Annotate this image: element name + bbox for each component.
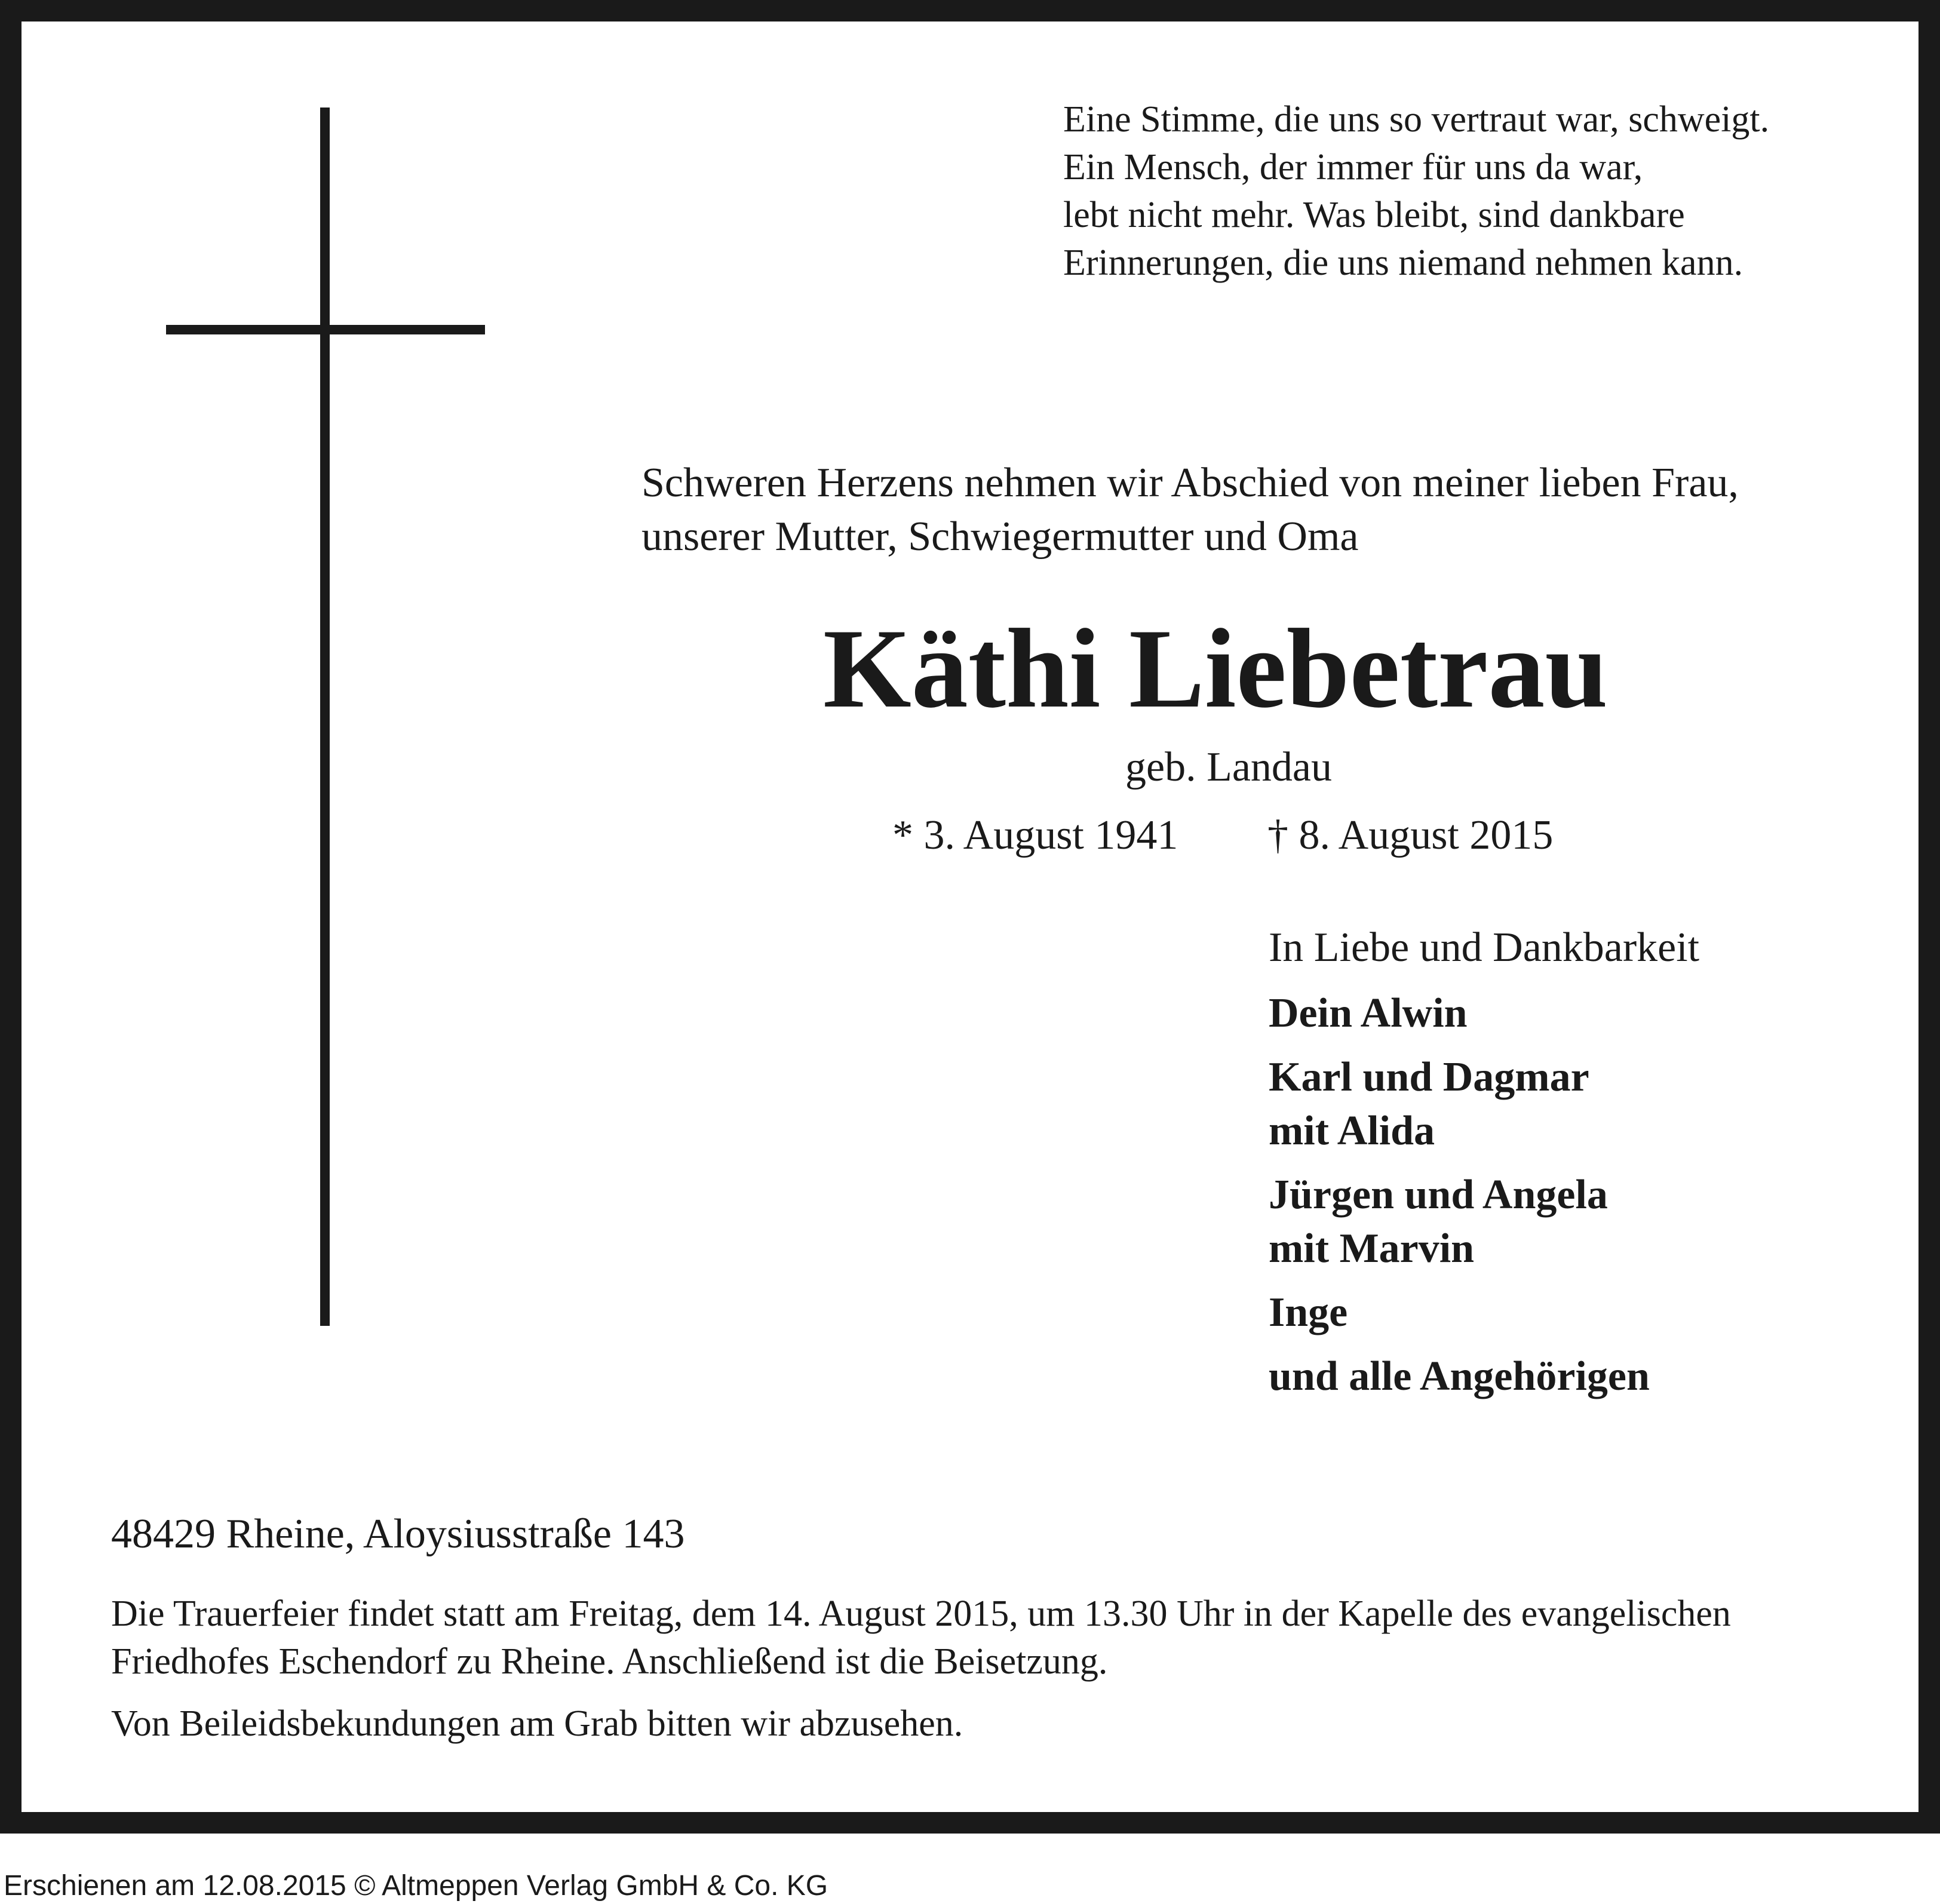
mourner-line: mit Marvin xyxy=(1269,1226,1475,1272)
farewell-intro xyxy=(641,456,1739,564)
cross-icon-beam xyxy=(166,325,485,334)
family-address: 48429 Rheine, Aloysiusstraße 143 xyxy=(111,1511,685,1557)
poem-line: lebt nicht mehr. Was bleibt, sind dankbare xyxy=(1063,195,1685,235)
mourner-entry xyxy=(1269,1168,1699,1276)
cross-icon xyxy=(320,108,330,1326)
mourner-entry xyxy=(1269,1051,1699,1158)
ceremony-line: Die Trauerfeier findet statt am Freitag, dem 14. August 2015, um 13.30 Uhr in der Kapelle des evangelischen xyxy=(111,1593,1731,1634)
mourner-line: mit Alida xyxy=(1269,1108,1435,1154)
mourner-entry xyxy=(1269,1350,1699,1404)
intro-line: unserer Mutter, Schwiegermutter und Oma xyxy=(641,514,1359,560)
poem-line: Ein Mensch, der immer für uns da war, xyxy=(1063,147,1643,188)
publication-footer: Erschienen am 12.08.2015 © Altmeppen Verlag GmbH & Co. KG xyxy=(4,1870,828,1902)
mourner-entry xyxy=(1269,987,1699,1040)
poem-line: Erinnerungen, die uns niemand nehmen kann. xyxy=(1063,242,1743,283)
mourner-line: Inge xyxy=(1269,1289,1348,1335)
mourner-line: und alle Angehörigen xyxy=(1269,1353,1650,1399)
mourner-line: Dein Alwin xyxy=(1269,990,1468,1036)
condolence-request: Von Beileidsbekundungen am Grab bitten wir abzusehen. xyxy=(111,1703,963,1744)
birth-date: * 3. August 1941 xyxy=(892,812,1178,858)
memorial-poem xyxy=(1063,96,1769,287)
mourner-entry xyxy=(1269,1286,1699,1340)
intro-line: Schweren Herzens nehmen wir Abschied von meiner lieben Frau, xyxy=(641,460,1739,506)
death-date: † 8. August 2015 xyxy=(1267,812,1554,858)
mourner-line: Karl und Dagmar xyxy=(1269,1054,1589,1100)
maiden-name: geb. Landau xyxy=(1125,744,1332,790)
ceremony-details xyxy=(111,1590,1731,1685)
poem-line: Eine Stimme, die uns so vertraut war, schweigt. xyxy=(1063,99,1770,140)
mourners-block xyxy=(1269,921,1699,1414)
deceased-name: Käthi Liebetrau xyxy=(823,606,1609,732)
ceremony-line: Friedhofes Eschendorf zu Rheine. Anschließend ist die Beisetzung. xyxy=(111,1641,1108,1682)
mourner-line: Jürgen und Angela xyxy=(1269,1172,1608,1218)
closing-phrase: In Liebe und Dankbarkeit xyxy=(1269,925,1700,971)
